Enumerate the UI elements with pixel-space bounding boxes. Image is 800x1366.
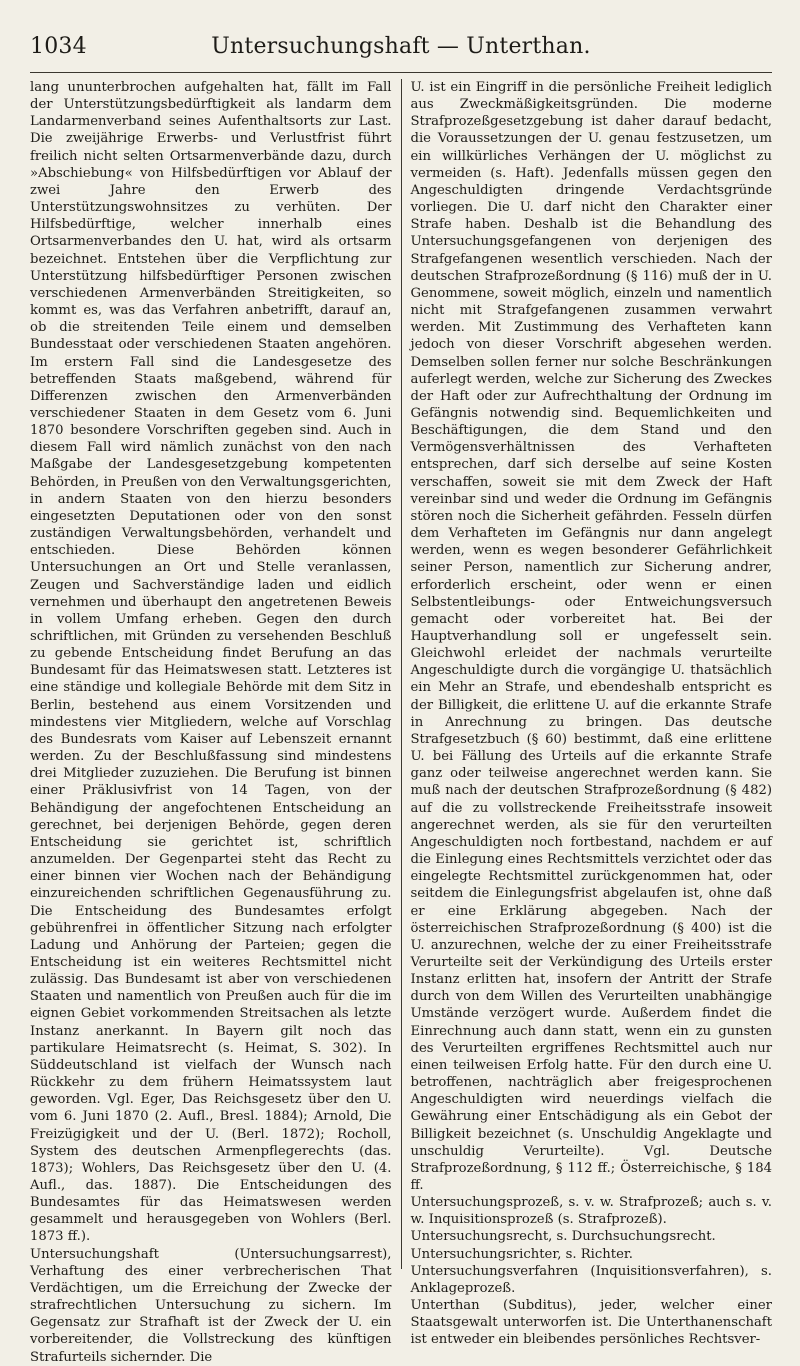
entry-untersuchungsverfahren: Untersuchungsverfahren (Inquisitionsverfahren), s. Anklageprozeß. xyxy=(410,1263,772,1296)
text-columns xyxy=(30,79,772,1365)
running-head: Untersuchungshaft — Unterthan. xyxy=(211,34,591,59)
entry-untersuchungsrichter: Untersuchungsrichter, s. Richter. xyxy=(410,1246,633,1262)
paragraph-untersuchungshaft-continued: U. ist ein Eingriff in die persönliche Freiheit lediglich aus Zweckmäßigkeitsgründen. Die moderne Strafprozeßgesetzgebung ist daher darauf bedacht, die Voraussetzungen der U. genau festzusetzen, um ein willkürliches Verhängen der U. möglichst zu vermeiden (s. Haft). Jedenfalls müssen gegen den Angeschuldigten dringende Verdachtsgründe vorliegen. Die U. darf nicht den Charakter einer Strafe haben. Deshalb ist die Behandlung des Untersuchungsgefangenen von derjenigen des Strafgefangenen wesentlich verschieden. Nach der deutschen Strafprozeßordnung (§ 116) muß der in U. Genommene, soweit möglich, einzeln und namentlich nicht mit Strafgefangenen zusammen verwahrt werden. Mit Zustimmung des Verhafteten kann jedoch von dieser Vorschrift abgesehen werden. Demselben sollen ferner nur solche Beschränkungen auferlegt werden, welche zur Sicherung des Zweckes der Haft oder zur Aufrechthaltung der Ordnung im Gefängnis notwendig sind. Bequemlichkeiten und Beschäftigungen, die dem Stand und den Vermögensverhältnissen des Verhafteten entsprechen, darf sich derselbe auf seine Kosten verschaffen, soweit sie mit dem Zweck der Haft vereinbar sind und weder die Ordnung im Gefängnis stören noch die Sicherheit gefährden. Fesseln dürfen dem Verhafteten im Gefängnis nur dann angelegt werden, wenn es wegen besonderer Gefährlichkeit seiner Person, namentlich zur Sicherung andrer, erforderlich erscheint, oder wenn er einen Selbstentleibungs- oder Entweichungsversuch gemacht oder vorbereitet hat. Bei der Hauptverhandlung soll er ungefesselt sein. Gleichwohl erleidet der nachmals verurteilte Angeschuldigte durch die vorgängige U. thatsächlich ein Mehr an Strafe, und ebendeshalb entspricht es der Billigkeit, die erlittene U. auf die erkannte Strafe in Anrechnung zu bringen. Das deutsche Strafgesetzbuch (§ 60) bestimmt, daß eine erlittene U. bei Fällung des Urteils auf die erkannte Strafe ganz oder teilweise angerechnet werden kann. Sie muß nach der deutschen Strafprozeßordnung (§ 482) auf die zu vollstreckende Freiheitsstrafe insoweit angerechnet werden, als sie für den verurteilten Angeschuldigten noch fortbestand, nachdem er auf die Einlegung eines Rechtsmittels verzichtet oder das eingelegte Rechtsmittel zurückgenommen hat, oder seitdem die Einlegungsfrist abgelaufen ist, ohne daß er eine Erklärung abgegeben. Nach der österreichischen Strafprozeßordnung (§ 400) ist die U. anzurechnen, welche der zu einer Freiheitsstrafe Verurteilte seit der Verkündigung des Urteils erster Instanz erlitten hat, insofern der Antritt der Strafe durch von dem Willen des Verurteilten unabhängige Umstände verzögert wurde. Außerdem findet die Einrechnung auch dann statt, wenn ein zu gunsten des Verurteilten ergriffenes Rechtsmittel auch nur einen teilweisen Erfolg hatte. Für den durch eine U. betroffenen, nachträglich aber freigesprochenen Angeschuldigten wird neuerdings vielfach die Gewährung einer Entschädigung als ein Gebot der Billigkeit bezeichnet (s. Unschuldig Angeklagte und unschuldig Verurteilte). Vgl. Deutsche Strafprozeßordnung, § 112 ff.; Österreichische, § 184 ff. xyxy=(410,80,772,1193)
page-header xyxy=(30,34,772,60)
entry-untersuchungsrecht: Untersuchungsrecht, s. Durchsuchungsrecht. xyxy=(410,1229,716,1245)
right-column xyxy=(401,79,773,1348)
entry-untersuchungshaft: Untersuchungshaft (Untersuchungsarrest), Verhaftung des einer verbrecherischen That Verdächtigen, um die Erreichung der Zwecke der strafrechtlichen Untersuchung zu sichern. Im Gegensatz zur Strafhaft ist der Zweck der U. ein vorbereitender, die Vollstreckung des künftigen Strafurteils sichernder. Die xyxy=(30,1246,392,1365)
page-number: 1034 xyxy=(30,34,87,59)
header-rule xyxy=(30,72,772,73)
paragraph-unterstuetzungswohnsitz-continued: lang ununterbrochen aufgehalten hat, fällt im Fall der Unterstützungsbedürftigkeit als landarm dem Landarmenverband seines Aufenthaltsorts zur Last. Die zweijährige Erwerbs- und Verlustfrist führt freilich nicht selten Ortsarmenverbände dazu, durch »Abschiebung« von Hilfsbedürftigen vor Ablauf der zwei Jahre den Erwerb des Unterstützungswohnsitzes zu verhüten. Der Hilfsbedürftige, welcher innerhalb eines Ortsarmenverbandes den U. hat, wird als ortsarm bezeichnet. Entstehen über die Verpflichtung zur Unterstützung hilfsbedürftiger Personen zwischen verschiedenen Armenverbänden Streitigkeiten, so kommt es, was das Verfahren anbetrifft, darauf an, ob die streitenden Teile einem und demselben Bundesstaat oder verschiedenen Staaten angehören. Im erstern Fall sind die Landesgesetze des betreffenden Staats maßgebend, während für Differenzen zwischen den Armenverbänden verschiedener Staaten in dem Gesetz vom 6. Juni 1870 besondere Vorschriften gegeben sind. Auch in diesem Fall wird nämlich zunächst von den nach Maßgabe der Landesgesetzgebung kompetenten Behörden, in Preußen von den Verwaltungsgerichten, in andern Staaten von den hierzu besonders eingesetzten Deputationen oder von den sonst zuständigen Verwaltungsbehörden, verhandelt und entschieden. Diese Behörden können Untersuchungen an Ort und Stelle veranlassen, Zeugen und Sachverständige laden und eidlich vernehmen und überhaupt den angetretenen Beweis in vollem Umfang erheben. Gegen den durch schriftlichen, mit Gründen zu versehenden Beschluß zu gebende Entscheidung findet Berufung an das Bundesamt für das Heimatswesen statt. Letzteres ist eine ständige und kollegiale Behörde mit dem Sitz in Berlin, bestehend aus einem Vorsitzenden und mindestens vier Mitgliedern, welche auf Vorschlag des Bundesrats vom Kaiser auf Lebenszeit ernannt werden. Zu der Beschlußfassung sind mindestens drei Mitglieder zuzuziehen. Die Berufung ist binnen einer Präklusivfrist von 14 Tagen, von der Behändigung der angefochtenen Entscheidung an gerechnet, bei derjenigen Behörde, gegen deren Entscheidung sie gerichtet ist, schriftlich anzumelden. Der Gegenpartei steht das Recht zu einer binnen vier Wochen nach der Behändigung einzureichenden schriftlichen Gegenausführung zu. Die Entscheidung des Bundesamtes erfolgt gebührenfrei in öffentlicher Sitzung nach erfolgter Ladung und Anhörung der Parteien; gegen die Entscheidung ist ein weiteres Rechtsmittel nicht zulässig. Das Bundesamt ist aber von verschiedenen Staaten und namentlich von Preußen auch für die im eignen Gebiet vorkommenden Streitsachen als letzte Instanz anerkannt. In Bayern gilt noch das partikulare Heimatsrecht (s. Heimat, S. 302). In Süddeutschland ist vielfach der Wunsch nach Rückkehr zu dem frühern Heimatssystem laut geworden. Vgl. Eger, Das Reichsgesetz über den U. vom 6. Juni 1870 (2. Aufl., Bresl. 1884); Arnold, Die Freizügigkeit und der U. (Berl. 1872); Rocholl, System des deutschen Armenpflegerechts (das. 1873); Wohlers, Das Reichsgesetz über den U. (4. Aufl., das. 1887). Die Entscheidungen des Bundesamtes für das Heimatswesen werden gesammelt und herausgegeben von Wohlers (Berl. 1873 ff.). xyxy=(30,80,392,1245)
left-column xyxy=(30,79,401,1365)
entry-unterthan: Unterthan (Subditus), jeder, welcher einer Staatsgewalt unterworfen ist. Die Unterthanenschaft ist entweder ein bleibendes persönliches Rechtsver- xyxy=(410,1298,772,1348)
entry-untersuchungsprozess: Untersuchungsprozeß, s. v. w. Strafprozeß; auch s. v. w. Inquisitionsprozeß (s. Strafprozeß). xyxy=(410,1195,772,1228)
